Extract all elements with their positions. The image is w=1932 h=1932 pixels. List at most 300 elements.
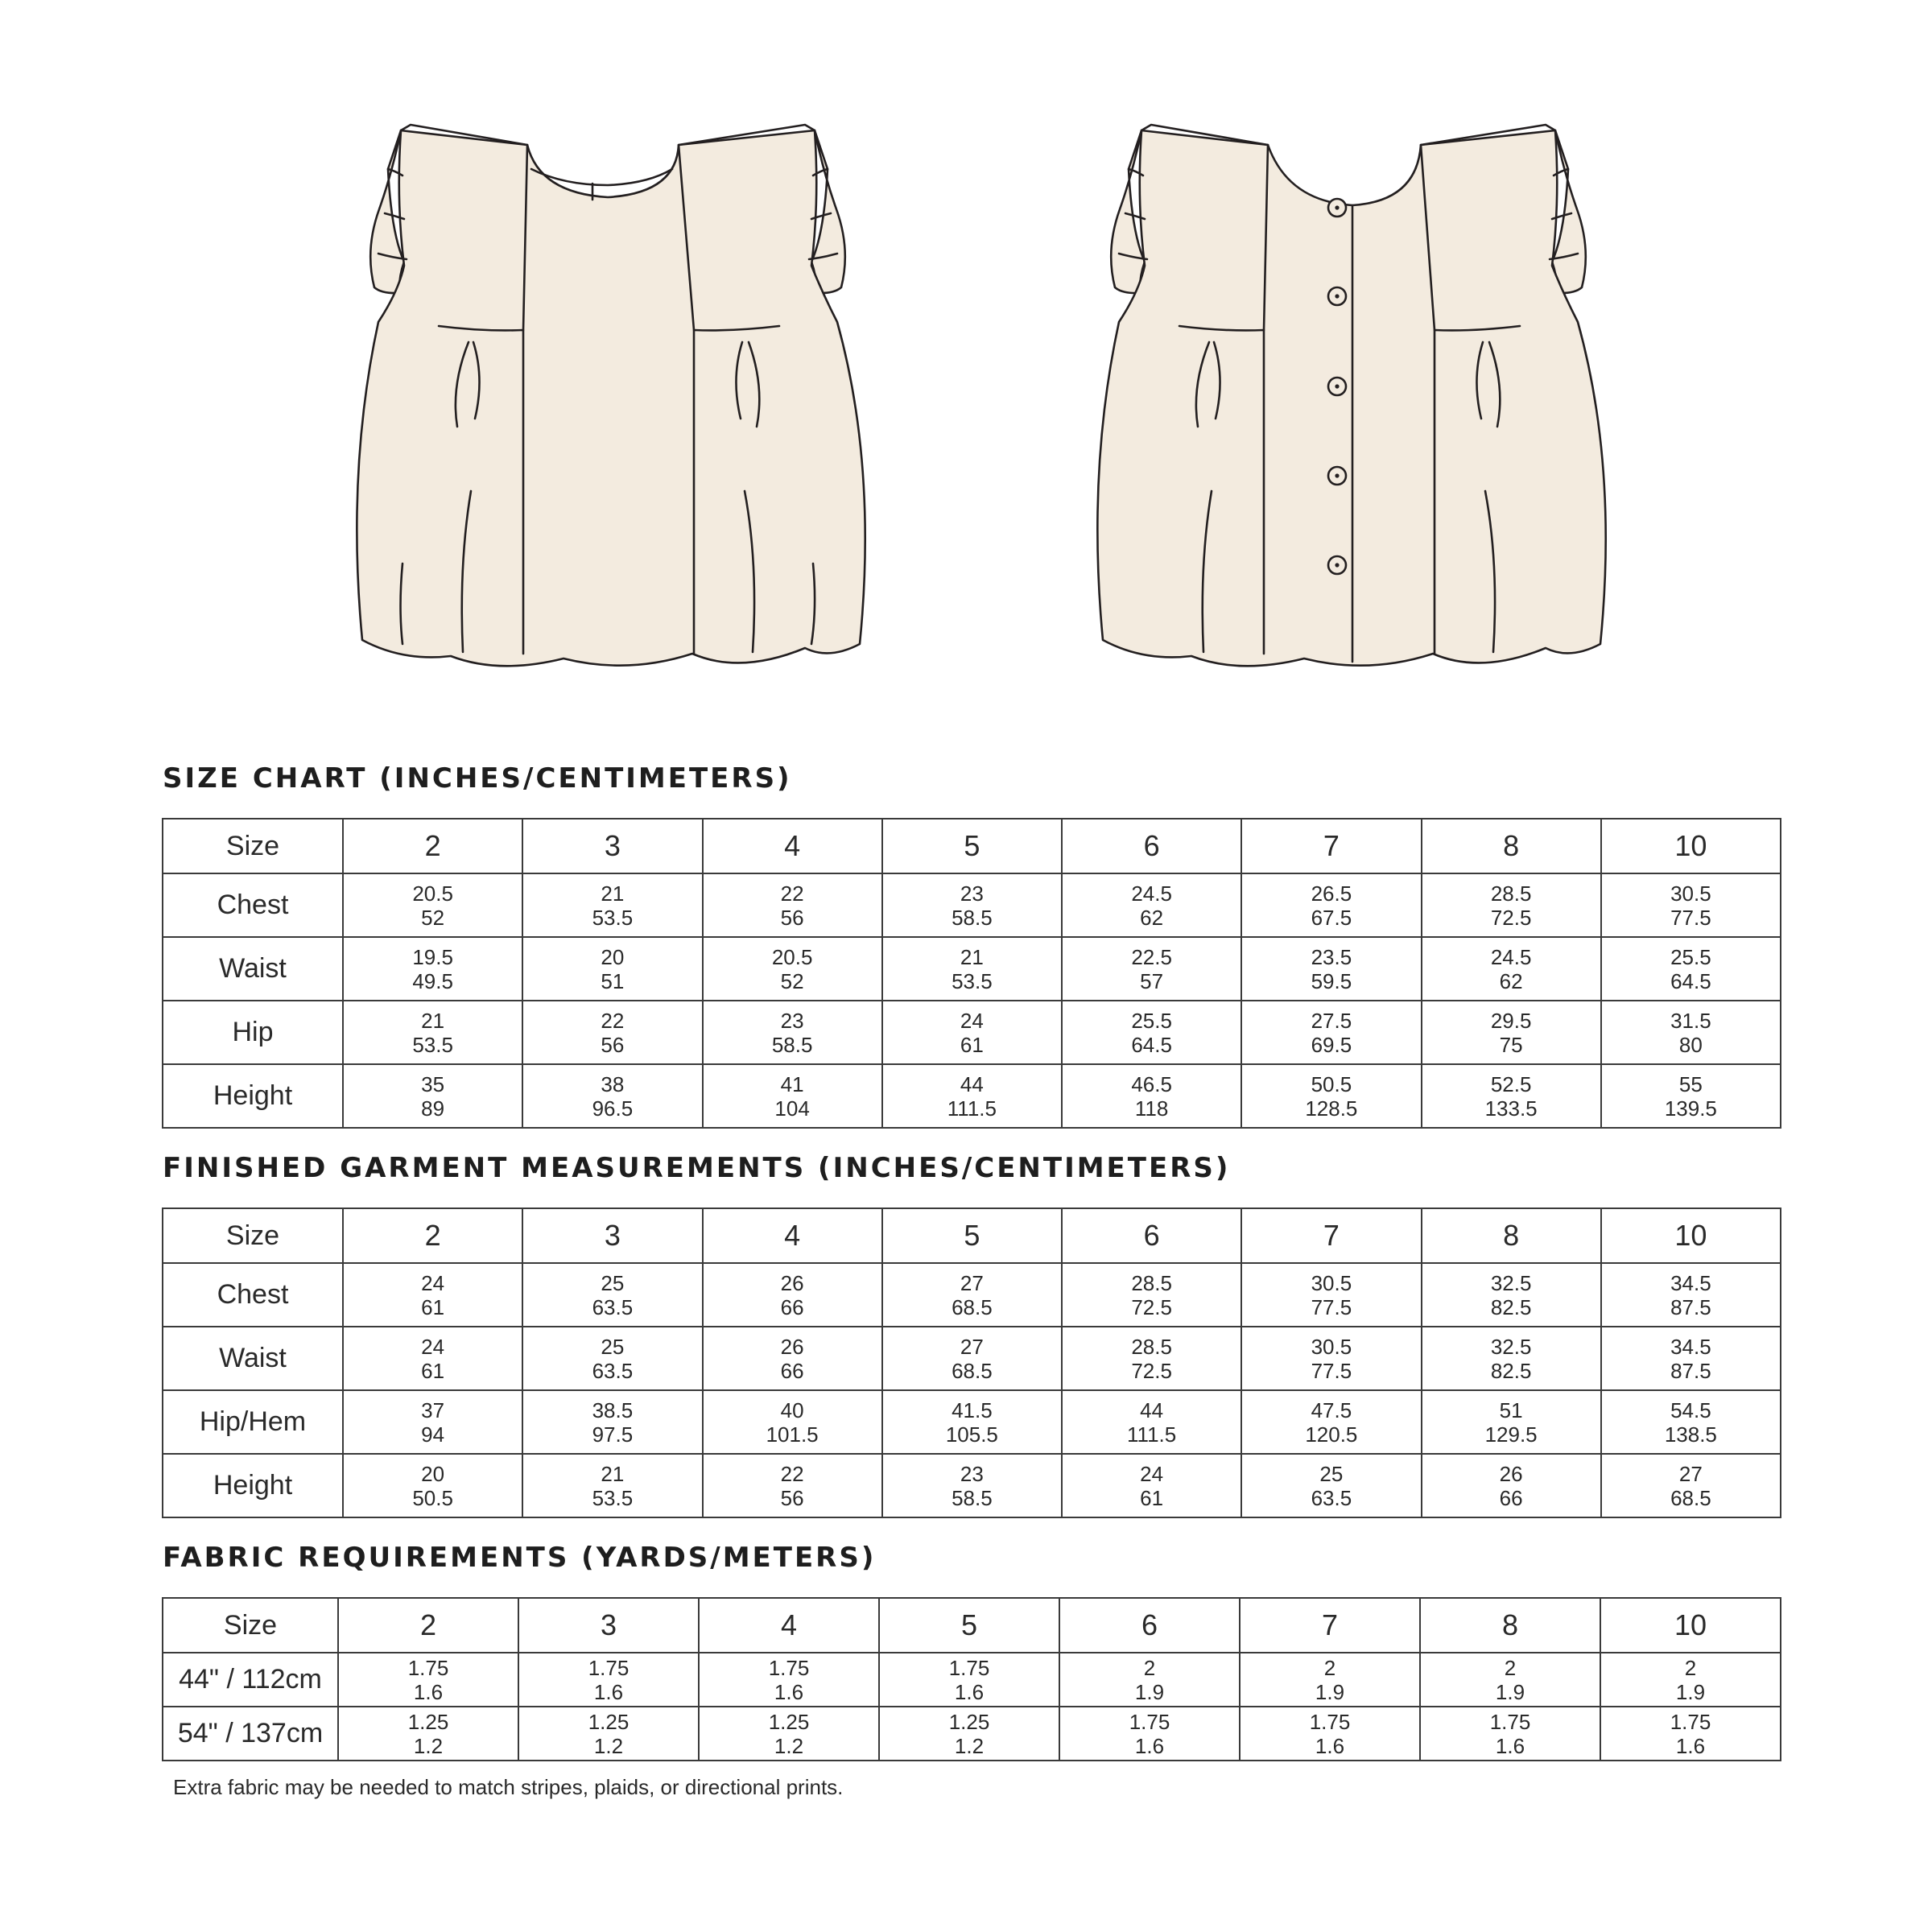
metric-value: 68.5 xyxy=(1670,1485,1711,1510)
metric-value: 1.2 xyxy=(954,1733,985,1758)
measurement-cell xyxy=(703,873,882,937)
row-label: Hip/Hem xyxy=(163,1390,343,1454)
measurement-cell xyxy=(1241,1064,1421,1128)
metric-value: 61 xyxy=(421,1294,445,1319)
imperial-value: 23 xyxy=(780,1008,804,1033)
metric-value: 128.5 xyxy=(1305,1096,1358,1121)
size-header-cell: 6 xyxy=(1062,819,1241,873)
measurement-cell xyxy=(1422,1263,1601,1327)
row-label: 54" / 137cm xyxy=(163,1707,338,1761)
header-row xyxy=(163,1598,1781,1653)
metric-value: 75 xyxy=(1499,1032,1523,1057)
metric-value: 1.9 xyxy=(1675,1679,1706,1704)
metric-value: 59.5 xyxy=(1311,968,1352,993)
metric-value: 56 xyxy=(780,1485,804,1510)
metric-value: 133.5 xyxy=(1484,1096,1538,1121)
finished-measurements-title: FINISHED GARMENT MEASUREMENTS (INCHES/CENTIMETERS) xyxy=(163,1152,1231,1184)
imperial-value: 1.75 xyxy=(1129,1709,1170,1734)
size-header-cell: 8 xyxy=(1420,1598,1600,1653)
imperial-value: 23.5 xyxy=(1311,944,1352,969)
metric-value: 53.5 xyxy=(592,905,634,930)
metric-value: 94 xyxy=(421,1422,445,1447)
metric-value: 72.5 xyxy=(1490,905,1532,930)
measurement-cell xyxy=(522,937,702,1001)
imperial-value: 30.5 xyxy=(1311,1270,1352,1295)
metric-value: 53.5 xyxy=(952,968,993,993)
imperial-value: 30.5 xyxy=(1670,881,1711,906)
table-row xyxy=(163,1327,1781,1390)
row-label: 44" / 112cm xyxy=(163,1653,338,1707)
size-header-cell: 3 xyxy=(522,1208,702,1263)
metric-value: 1.6 xyxy=(774,1679,804,1704)
imperial-value: 1.25 xyxy=(407,1709,449,1734)
imperial-value: 21 xyxy=(601,1461,625,1486)
measurement-cell xyxy=(882,1454,1062,1517)
size-header-cell: 10 xyxy=(1600,1598,1781,1653)
size-header-cell: 7 xyxy=(1241,819,1421,873)
measurement-cell xyxy=(343,1390,522,1454)
measurement-cell xyxy=(338,1707,518,1761)
size-header-cell: 5 xyxy=(882,1208,1062,1263)
imperial-value: 1.75 xyxy=(588,1655,630,1680)
measurement-cell xyxy=(522,1390,702,1454)
imperial-value: 24.5 xyxy=(1490,944,1532,969)
metric-value: 72.5 xyxy=(1131,1358,1172,1383)
imperial-value: 1.25 xyxy=(768,1709,810,1734)
imperial-value: 24 xyxy=(421,1334,445,1359)
measurement-cell xyxy=(699,1707,879,1761)
imperial-value: 1.25 xyxy=(948,1709,990,1734)
table-row xyxy=(163,1390,1781,1454)
size-header-cell: 3 xyxy=(522,819,702,873)
imperial-value: 41 xyxy=(780,1071,804,1096)
imperial-value: 24.5 xyxy=(1131,881,1172,906)
table-row xyxy=(163,1707,1781,1761)
measurement-cell xyxy=(1422,873,1601,937)
measurement-cell xyxy=(882,937,1062,1001)
imperial-value: 47.5 xyxy=(1311,1397,1352,1422)
size-chart-title: SIZE CHART (INCHES/CENTIMETERS) xyxy=(163,762,792,795)
measurement-cell xyxy=(882,1327,1062,1390)
measurement-cell xyxy=(522,873,702,937)
imperial-value: 21 xyxy=(601,881,625,906)
metric-value: 82.5 xyxy=(1490,1294,1532,1319)
measurement-cell xyxy=(1240,1653,1420,1707)
imperial-value: 27 xyxy=(960,1334,984,1359)
metric-value: 1.6 xyxy=(954,1679,985,1704)
metric-value: 63.5 xyxy=(1311,1485,1352,1510)
imperial-value: 44 xyxy=(1140,1397,1164,1422)
measurement-cell xyxy=(1062,873,1241,937)
dress-illustrations xyxy=(0,0,1932,724)
imperial-value: 40 xyxy=(780,1397,804,1422)
metric-value: 139.5 xyxy=(1664,1096,1717,1121)
measurement-cell xyxy=(1062,1390,1241,1454)
metric-value: 80 xyxy=(1678,1032,1703,1057)
imperial-value: 25 xyxy=(601,1334,625,1359)
metric-value: 1.9 xyxy=(1315,1679,1345,1704)
header-row xyxy=(163,819,1781,873)
table-row xyxy=(163,873,1781,937)
measurement-cell xyxy=(879,1653,1059,1707)
metric-value: 96.5 xyxy=(592,1096,634,1121)
measurement-cell xyxy=(703,1001,882,1064)
measurement-cell xyxy=(1422,1327,1601,1390)
measurement-cell xyxy=(343,1263,522,1327)
imperial-value: 25 xyxy=(601,1270,625,1295)
imperial-value: 22 xyxy=(780,1461,804,1486)
measurement-cell xyxy=(343,1064,522,1128)
row-label: Chest xyxy=(163,873,343,937)
imperial-value: 27 xyxy=(1678,1461,1703,1486)
imperial-value: 20.5 xyxy=(771,944,813,969)
metric-value: 82.5 xyxy=(1490,1358,1532,1383)
imperial-value: 32.5 xyxy=(1490,1334,1532,1359)
imperial-value: 50.5 xyxy=(1311,1071,1352,1096)
imperial-value: 25.5 xyxy=(1131,1008,1172,1033)
measurement-cell xyxy=(1601,1454,1781,1517)
metric-value: 62 xyxy=(1499,968,1523,993)
measurement-cell xyxy=(882,1263,1062,1327)
size-header-cell: 4 xyxy=(703,819,882,873)
measurement-cell xyxy=(1062,937,1241,1001)
metric-value: 49.5 xyxy=(412,968,453,993)
measurement-cell xyxy=(1422,1390,1601,1454)
imperial-value: 1.75 xyxy=(1309,1709,1351,1734)
imperial-value: 34.5 xyxy=(1670,1270,1711,1295)
metric-value: 66 xyxy=(1499,1485,1523,1510)
measurement-cell xyxy=(1601,1390,1781,1454)
metric-value: 1.6 xyxy=(413,1679,444,1704)
table-row xyxy=(163,937,1781,1001)
size-header-cell: 4 xyxy=(699,1598,879,1653)
row-label: Chest xyxy=(163,1263,343,1327)
imperial-value: 20 xyxy=(601,944,625,969)
measurement-cell xyxy=(1241,873,1421,937)
metric-value: 57 xyxy=(1140,968,1164,993)
imperial-value: 27.5 xyxy=(1311,1008,1352,1033)
metric-value: 104 xyxy=(774,1096,810,1121)
imperial-value: 34.5 xyxy=(1670,1334,1711,1359)
measurement-cell xyxy=(522,1454,702,1517)
measurement-cell xyxy=(703,1064,882,1128)
imperial-value: 2 xyxy=(1684,1655,1697,1680)
size-header-cell: 8 xyxy=(1422,819,1601,873)
metric-value: 1.9 xyxy=(1495,1679,1525,1704)
imperial-value: 35 xyxy=(421,1071,445,1096)
imperial-value: 2 xyxy=(1504,1655,1517,1680)
imperial-value: 26 xyxy=(780,1334,804,1359)
imperial-value: 55 xyxy=(1678,1071,1703,1096)
header-row xyxy=(163,1208,1781,1263)
measurement-cell xyxy=(1601,1001,1781,1064)
metric-value: 118 xyxy=(1134,1096,1169,1121)
metric-value: 67.5 xyxy=(1311,905,1352,930)
imperial-value: 22.5 xyxy=(1131,944,1172,969)
size-header-cell: 5 xyxy=(882,819,1062,873)
imperial-value: 37 xyxy=(421,1397,445,1422)
measurement-cell xyxy=(1062,1064,1241,1128)
metric-value: 56 xyxy=(601,1032,625,1057)
imperial-value: 1.75 xyxy=(1489,1709,1531,1734)
dress-front-view xyxy=(357,125,865,666)
measurement-cell xyxy=(1422,1001,1601,1064)
measurement-cell xyxy=(699,1653,879,1707)
metric-value: 111.5 xyxy=(947,1096,997,1121)
imperial-value: 20.5 xyxy=(412,881,453,906)
size-header-label: Size xyxy=(163,1598,338,1653)
measurement-cell xyxy=(703,1454,882,1517)
table-row xyxy=(163,1263,1781,1327)
measurement-cell xyxy=(1422,937,1601,1001)
measurement-cell xyxy=(343,873,522,937)
imperial-value: 29.5 xyxy=(1490,1008,1532,1033)
metric-value: 1.6 xyxy=(1495,1733,1525,1758)
metric-value: 64.5 xyxy=(1670,968,1711,993)
measurement-cell xyxy=(882,1390,1062,1454)
imperial-value: 1.75 xyxy=(407,1655,449,1680)
metric-value: 68.5 xyxy=(952,1358,993,1383)
metric-value: 63.5 xyxy=(592,1294,634,1319)
metric-value: 77.5 xyxy=(1311,1358,1352,1383)
measurement-cell xyxy=(1420,1653,1600,1707)
measurement-cell xyxy=(1241,1263,1421,1327)
metric-value: 50.5 xyxy=(412,1485,453,1510)
imperial-value: 44 xyxy=(960,1071,984,1096)
measurement-cell xyxy=(1241,1327,1421,1390)
metric-value: 1.9 xyxy=(1134,1679,1165,1704)
metric-value: 1.6 xyxy=(1315,1733,1345,1758)
dress-back-view xyxy=(1097,125,1605,666)
row-label: Height xyxy=(163,1064,343,1128)
measurement-cell xyxy=(1600,1707,1781,1761)
metric-value: 58.5 xyxy=(952,905,993,930)
imperial-value: 2 xyxy=(1323,1655,1336,1680)
imperial-value: 23 xyxy=(960,881,984,906)
imperial-value: 26 xyxy=(1499,1461,1523,1486)
measurement-cell xyxy=(1240,1707,1420,1761)
imperial-value: 24 xyxy=(1140,1461,1164,1486)
measurement-cell xyxy=(1601,937,1781,1001)
row-label: Hip xyxy=(163,1001,343,1064)
metric-value: 69.5 xyxy=(1311,1032,1352,1057)
measurement-cell xyxy=(882,1001,1062,1064)
metric-value: 111.5 xyxy=(1127,1422,1177,1447)
size-header-cell: 3 xyxy=(518,1598,699,1653)
imperial-value: 38 xyxy=(601,1071,625,1096)
metric-value: 1.6 xyxy=(1675,1733,1706,1758)
imperial-value: 24 xyxy=(960,1008,984,1033)
measurement-cell xyxy=(1601,1064,1781,1128)
measurement-cell xyxy=(522,1327,702,1390)
imperial-value: 25 xyxy=(1319,1461,1344,1486)
size-header-cell: 7 xyxy=(1240,1598,1420,1653)
measurement-cell xyxy=(1062,1001,1241,1064)
measurement-cell xyxy=(1059,1653,1240,1707)
row-label: Waist xyxy=(163,1327,343,1390)
measurement-cell xyxy=(703,1390,882,1454)
measurement-cell xyxy=(522,1263,702,1327)
row-label: Height xyxy=(163,1454,343,1517)
metric-value: 64.5 xyxy=(1131,1032,1172,1057)
imperial-value: 19.5 xyxy=(412,944,453,969)
imperial-value: 31.5 xyxy=(1670,1008,1711,1033)
imperial-value: 20 xyxy=(421,1461,445,1486)
measurement-cell xyxy=(1422,1454,1601,1517)
size-header-cell: 10 xyxy=(1601,1208,1781,1263)
size-chart-table xyxy=(162,818,1781,1129)
metric-value: 53.5 xyxy=(412,1032,453,1057)
metric-value: 120.5 xyxy=(1305,1422,1358,1447)
measurement-cell xyxy=(1601,1327,1781,1390)
imperial-value: 2 xyxy=(1143,1655,1156,1680)
metric-value: 53.5 xyxy=(592,1485,634,1510)
size-header-label: Size xyxy=(163,1208,343,1263)
measurement-cell xyxy=(1241,1390,1421,1454)
metric-value: 61 xyxy=(421,1358,445,1383)
metric-value: 129.5 xyxy=(1484,1422,1538,1447)
measurement-cell xyxy=(518,1707,699,1761)
metric-value: 87.5 xyxy=(1670,1358,1711,1383)
measurement-cell xyxy=(343,1001,522,1064)
metric-value: 77.5 xyxy=(1311,1294,1352,1319)
metric-value: 89 xyxy=(421,1096,445,1121)
metric-value: 52 xyxy=(780,968,804,993)
table-row xyxy=(163,1064,1781,1128)
imperial-value: 26 xyxy=(780,1270,804,1295)
imperial-value: 21 xyxy=(960,944,984,969)
imperial-value: 21 xyxy=(421,1008,445,1033)
metric-value: 138.5 xyxy=(1664,1422,1717,1447)
metric-value: 61 xyxy=(1140,1485,1164,1510)
measurement-cell xyxy=(1420,1707,1600,1761)
metric-value: 51 xyxy=(601,968,625,993)
measurement-cell xyxy=(1241,1454,1421,1517)
imperial-value: 51 xyxy=(1499,1397,1523,1422)
imperial-value: 28.5 xyxy=(1490,881,1532,906)
size-header-cell: 2 xyxy=(343,1208,522,1263)
metric-value: 72.5 xyxy=(1131,1294,1172,1319)
measurement-cell xyxy=(522,1001,702,1064)
imperial-value: 28.5 xyxy=(1131,1270,1172,1295)
imperial-value: 30.5 xyxy=(1311,1334,1352,1359)
measurement-cell xyxy=(343,937,522,1001)
imperial-value: 25.5 xyxy=(1670,944,1711,969)
size-header-cell: 5 xyxy=(879,1598,1059,1653)
fabric-requirements-title: FABRIC REQUIREMENTS (YARDS/METERS) xyxy=(163,1542,877,1574)
row-label: Waist xyxy=(163,937,343,1001)
measurement-cell xyxy=(882,1064,1062,1128)
size-header-cell: 2 xyxy=(343,819,522,873)
measurement-cell xyxy=(1062,1454,1241,1517)
imperial-value: 41.5 xyxy=(952,1397,993,1422)
metric-value: 58.5 xyxy=(952,1485,993,1510)
imperial-value: 1.75 xyxy=(768,1655,810,1680)
measurement-cell xyxy=(1062,1263,1241,1327)
measurement-cell xyxy=(1241,937,1421,1001)
metric-value: 66 xyxy=(780,1358,804,1383)
size-header-label: Size xyxy=(163,819,343,873)
metric-value: 52 xyxy=(421,905,445,930)
metric-value: 1.6 xyxy=(1134,1733,1165,1758)
size-header-cell: 8 xyxy=(1422,1208,1601,1263)
metric-value: 1.2 xyxy=(774,1733,804,1758)
metric-value: 61 xyxy=(960,1032,984,1057)
imperial-value: 24 xyxy=(421,1270,445,1295)
measurement-cell xyxy=(879,1707,1059,1761)
measurement-cell xyxy=(1422,1064,1601,1128)
table-row xyxy=(163,1454,1781,1517)
table-row xyxy=(163,1001,1781,1064)
measurement-cell xyxy=(522,1064,702,1128)
imperial-value: 1.75 xyxy=(948,1655,990,1680)
metric-value: 66 xyxy=(780,1294,804,1319)
imperial-value: 54.5 xyxy=(1670,1397,1711,1422)
size-header-cell: 2 xyxy=(338,1598,518,1653)
size-header-cell: 6 xyxy=(1062,1208,1241,1263)
measurement-cell xyxy=(1601,1263,1781,1327)
finished-measurements-table xyxy=(162,1208,1781,1518)
imperial-value: 1.75 xyxy=(1670,1709,1711,1734)
measurement-cell xyxy=(703,1263,882,1327)
metric-value: 101.5 xyxy=(766,1422,819,1447)
size-header-cell: 4 xyxy=(703,1208,882,1263)
fabric-note: Extra fabric may be needed to match stripes, plaids, or directional prints. xyxy=(173,1775,844,1799)
imperial-value: 23 xyxy=(960,1461,984,1486)
metric-value: 97.5 xyxy=(592,1422,634,1447)
size-header-cell: 6 xyxy=(1059,1598,1240,1653)
metric-value: 58.5 xyxy=(771,1032,813,1057)
measurement-cell xyxy=(1601,873,1781,937)
metric-value: 56 xyxy=(780,905,804,930)
imperial-value: 32.5 xyxy=(1490,1270,1532,1295)
measurement-cell xyxy=(1059,1707,1240,1761)
imperial-value: 52.5 xyxy=(1490,1071,1532,1096)
fabric-requirements-table xyxy=(162,1597,1781,1761)
size-header-cell: 10 xyxy=(1601,819,1781,873)
metric-value: 77.5 xyxy=(1670,905,1711,930)
measurement-cell xyxy=(343,1454,522,1517)
imperial-value: 1.25 xyxy=(588,1709,630,1734)
metric-value: 105.5 xyxy=(945,1422,998,1447)
measurement-cell xyxy=(1241,1001,1421,1064)
table-row xyxy=(163,1653,1781,1707)
imperial-value: 22 xyxy=(601,1008,625,1033)
metric-value: 87.5 xyxy=(1670,1294,1711,1319)
metric-value: 1.2 xyxy=(413,1733,444,1758)
metric-value: 1.6 xyxy=(593,1679,624,1704)
measurement-cell xyxy=(343,1327,522,1390)
measurement-cell xyxy=(1600,1653,1781,1707)
metric-value: 63.5 xyxy=(592,1358,634,1383)
imperial-value: 46.5 xyxy=(1131,1071,1172,1096)
measurement-cell xyxy=(1062,1327,1241,1390)
measurement-cell xyxy=(338,1653,518,1707)
metric-value: 68.5 xyxy=(952,1294,993,1319)
imperial-value: 22 xyxy=(780,881,804,906)
size-header-cell: 7 xyxy=(1241,1208,1421,1263)
imperial-value: 26.5 xyxy=(1311,881,1352,906)
metric-value: 1.2 xyxy=(593,1733,624,1758)
imperial-value: 27 xyxy=(960,1270,984,1295)
imperial-value: 38.5 xyxy=(592,1397,634,1422)
measurement-cell xyxy=(703,937,882,1001)
metric-value: 62 xyxy=(1140,905,1164,930)
measurement-cell xyxy=(518,1653,699,1707)
measurement-cell xyxy=(882,873,1062,937)
measurement-cell xyxy=(703,1327,882,1390)
imperial-value: 28.5 xyxy=(1131,1334,1172,1359)
